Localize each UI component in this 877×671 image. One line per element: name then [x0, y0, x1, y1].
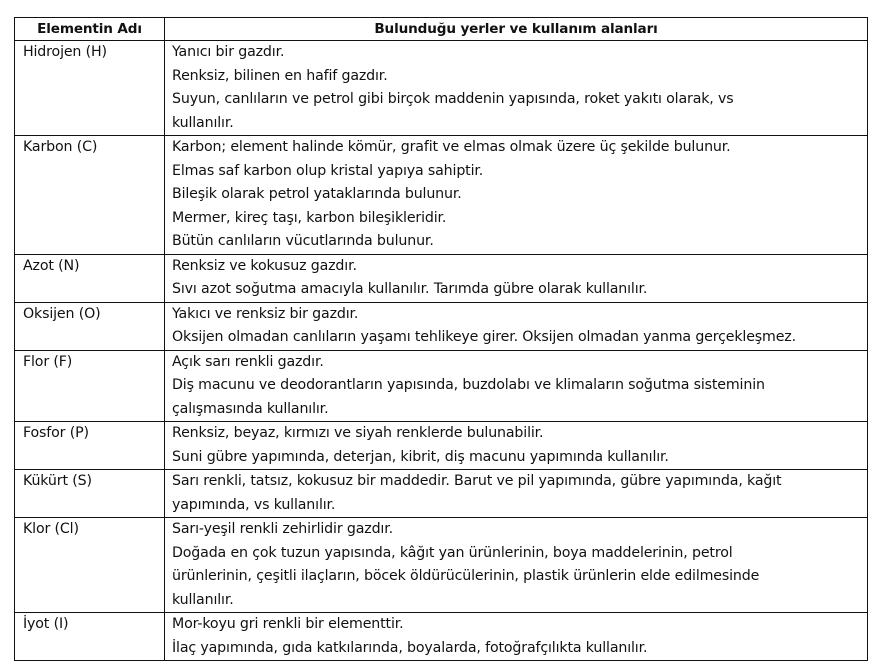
- description-line: Renksiz ve kokusuz gazdır.: [172, 257, 357, 274]
- description-line: Diş macunu ve deodorantların yapısında, buzdolabı ve klimaların soğutma sisteminin: [172, 377, 765, 393]
- element-name: Karbon (C): [15, 136, 165, 255]
- table-row: [15, 518, 868, 613]
- description-line: Suyun, canlıların ve petrol gibi birçok maddenin yapısında, roket yakıtı olarak, vs: [172, 91, 734, 107]
- description-line: Doğada en çok tuzun yapısında, kâğıt yan ürünlerinin, boya maddelerinin, petrol: [172, 544, 733, 561]
- table-row: [15, 350, 868, 422]
- description-line: Mor-koyu gri renkli bir elementtir.: [172, 616, 404, 632]
- element-name: Hidrojen (H): [15, 41, 165, 136]
- element-description: [165, 41, 868, 136]
- header-locations-uses: Bulunduğu yerler ve kullanım alanları: [165, 18, 868, 41]
- description-line: Sıvı azot soğutma amacıyla kullanılır. Tarımda gübre olarak kullanılır.: [172, 281, 648, 297]
- description-line: Karbon; element halinde kömür, grafit ve elmas olmak üzere üç şekilde bulunur.: [172, 139, 731, 155]
- description-line: Suni gübre yapımında, deterjan, kibrit, diş macunu yapımında kullanılır.: [172, 448, 669, 465]
- description-line: Açık sarı renkli gazdır.: [172, 353, 324, 370]
- description-line: Yakıcı ve renksiz bir gazdır.: [172, 305, 359, 322]
- description-line: Bütün canlıların vücutlarında bulunur.: [172, 233, 434, 249]
- description-line: ürünlerinin, çeşitli ilaçların, böcek öldürücülerinin, plastik ürünlerin elde edilmesinde: [172, 568, 760, 584]
- table-row: [15, 41, 868, 136]
- description-line: kullanılır.: [172, 591, 234, 608]
- table-row: [15, 254, 868, 302]
- element-name: Klor (Cl): [15, 518, 165, 613]
- element-description: [165, 613, 868, 661]
- description-line: İlaç yapımında, gıda katkılarında, boyalarda, fotoğrafçılıkta kullanılır.: [172, 639, 648, 656]
- element-name: İyot (I): [15, 613, 165, 661]
- description-line: Sarı-yeşil renkli zehirlidir gazdır.: [172, 521, 393, 537]
- table-row: [15, 422, 868, 470]
- description-line: Renksiz, beyaz, kırmızı ve siyah renklerde bulunabilir.: [172, 425, 544, 441]
- element-description: [165, 254, 868, 302]
- element-name: Oksijen (O): [15, 302, 165, 350]
- elements-table: [14, 17, 868, 661]
- table-row: [15, 613, 868, 661]
- element-name: Azot (N): [15, 254, 165, 302]
- description-line: çalışmasında kullanılır.: [172, 400, 329, 417]
- description-line: Renksiz, bilinen en hafif gazdır.: [172, 67, 388, 84]
- element-name: Kükürt (S): [15, 470, 165, 518]
- description-line: Elmas saf karbon olup kristal yapıya sahiptir.: [172, 162, 484, 179]
- element-description: [165, 518, 868, 613]
- element-name: Fosfor (P): [15, 422, 165, 470]
- description-line: kullanılır.: [172, 114, 234, 131]
- header-element-name: Elementin Adı: [15, 18, 165, 41]
- table-row: [15, 136, 868, 255]
- description-line: Sarı renkli, tatsız, kokusuz bir maddedir. Barut ve pil yapımında, gübre yapımında, kağıt: [172, 473, 782, 489]
- header-row: [15, 18, 868, 41]
- table-row: [15, 470, 868, 518]
- element-description: [165, 470, 868, 518]
- description-line: Mermer, kireç taşı, karbon bileşikleridir.: [172, 209, 447, 226]
- description-line: yapımında, vs kullanılır.: [172, 496, 336, 513]
- description-line: Oksijen olmadan canlıların yaşamı tehlikeye girer. Oksijen olmadan yanma gerçekleşmez.: [172, 329, 796, 345]
- element-name: Flor (F): [15, 350, 165, 422]
- description-line: Bileşik olarak petrol yataklarında bulunur.: [172, 186, 462, 202]
- element-description: [165, 302, 868, 350]
- element-description: [165, 350, 868, 422]
- description-line: Yanıcı bir gazdır.: [172, 44, 285, 60]
- element-description: [165, 422, 868, 470]
- table-row: [15, 302, 868, 350]
- element-description: [165, 136, 868, 255]
